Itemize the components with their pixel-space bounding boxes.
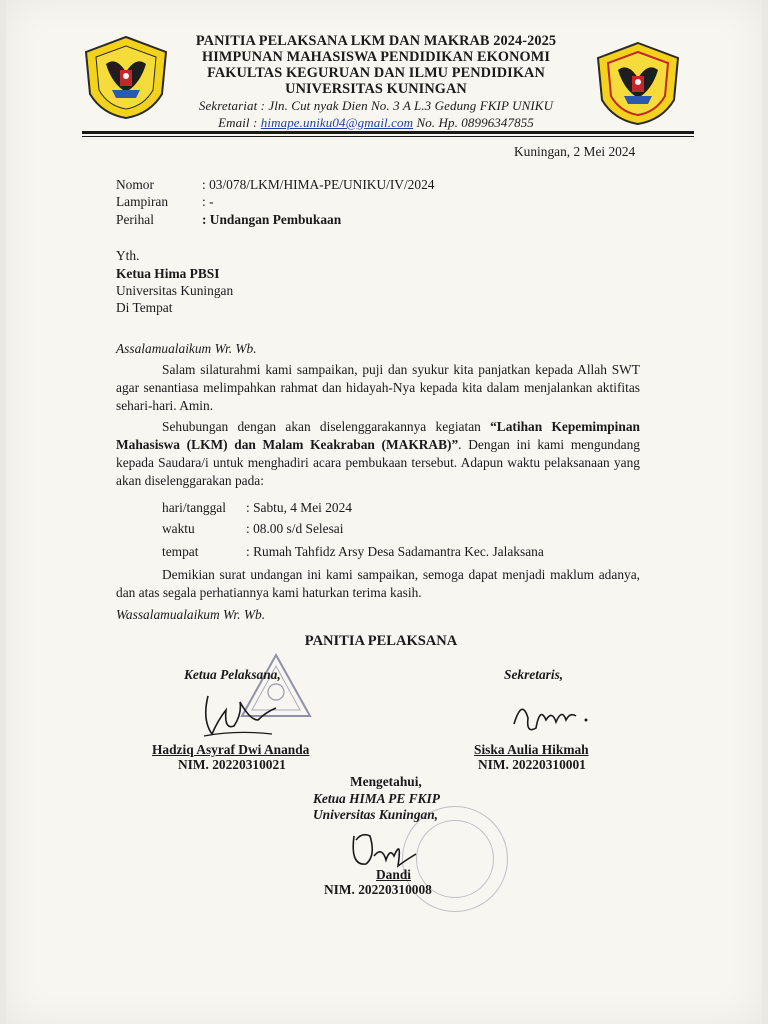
right-signature (506, 694, 596, 745)
right-signer-nim: NIM. 20220310001 (478, 757, 586, 772)
paragraph-3: Demikian surat undangan ini kami sampaikan, semoga dapat menjadi maklum adanya, dan atas segala perhatiannya kami haturkan terima kasih. (116, 567, 640, 600)
letterhead-line1: PANITIA PELAKSANA LKM DAN MAKRAB 2024-2025 (195, 33, 557, 49)
acknowledge-nim: NIM. 20220310008 (324, 882, 432, 897)
lampiran-label: Lampiran (116, 194, 169, 209)
recipient-org: Universitas Kuningan (116, 283, 234, 298)
recipient-salutation: Yth. (116, 248, 140, 263)
paragraph-2-intro: Sehubungan dengan akan diselenggarakannya kegiatan (162, 419, 491, 434)
event-time-value: : 08.00 s/d Selesai (246, 521, 344, 536)
letterhead-contact (156, 114, 596, 131)
left-signer-role: Ketua Pelaksana, (184, 667, 281, 682)
letterhead (156, 33, 596, 131)
closing: Wassalamualaikum Wr. Wb. (116, 607, 266, 622)
phone-number: No. Hp. 08996347855 (416, 115, 534, 130)
left-signature (196, 690, 286, 747)
event-time-label: waktu (162, 521, 195, 536)
letter-date: Kuningan, 2 Mei 2024 (514, 144, 636, 159)
email-link[interactable]: himape.uniku04@gmail.com (260, 115, 414, 130)
event-place-label: tempat (162, 544, 199, 559)
paragraph-2-rest: . Dengan ini kami mengundang kepada Saudara/i untuk menghadiri acara pembukaan tersebut. Adapun waktu pelaksanaan yang akan diselenggarakan pada: (116, 437, 640, 488)
recipient-place: Di Tempat (116, 300, 173, 315)
acknowledge-name: Dandi (376, 867, 411, 882)
letterhead-address: Sekretariat : Jln. Cut nyak Dien No. 3 A L.3 Gedung FKIP UNIKU (198, 98, 554, 113)
email-label: Email : (218, 115, 258, 130)
perihal-value: : Undangan Pembukaan (202, 212, 342, 227)
university-logo-right (592, 40, 684, 126)
greeting: Assalamualaikum Wr. Wb. (116, 341, 257, 356)
right-signer-role: Sekretaris, (504, 667, 564, 682)
event-place-value: : Rumah Tahfidz Arsy Desa Sadamantra Kec. Jalaksana (246, 544, 544, 559)
event-day-value: : Sabtu, 4 Mei 2024 (246, 500, 353, 515)
paragraph-2 (116, 418, 640, 490)
letterhead-line3: FAKULTAS KEGURUAN DAN ILMU PENDIDIKAN (207, 65, 545, 81)
recipient-name: Ketua Hima PBSI (116, 266, 220, 281)
header-rule-thin (82, 136, 694, 137)
acknowledge-role-line2: Universitas Kuningan, (313, 807, 439, 822)
committee-title: PANITIA PELAKSANA (304, 633, 458, 649)
nomor-label: Nomor (116, 177, 154, 192)
lampiran-value: : - (202, 194, 214, 209)
letterhead-line4: UNIVERSITAS KUNINGAN (285, 81, 467, 97)
letterhead-line2: HIMPUNAN MAHASISWA PENDIDIKAN EKONOMI (201, 49, 551, 65)
right-signer-name: Siska Aulia Hikmah (474, 742, 589, 757)
perihal-label: Perihal (116, 212, 154, 227)
paragraph-1: Salam silaturahmi kami sampaikan, puji dan syukur kita panjatkan kepada Allah SWT agar senantiasa melimpahkan rahmat dan hidayah-Nya kepada kita dalam menjalankan aktifitas sehari-hari. Amin. (116, 362, 640, 413)
event-day-label: hari/tanggal (162, 500, 226, 515)
header-rule-thick (82, 131, 694, 134)
acknowledge-label: Mengetahui, (350, 774, 422, 789)
event-title: “Latihan Kepemimpinan Mahasiswa (LKM) dan Malam Keakraban (MAKRAB)” (116, 419, 640, 452)
left-signer-nim: NIM. 20220310021 (178, 757, 286, 772)
letter-page (6, 0, 762, 1024)
nomor-value: : 03/078/LKM/HIMA-PE/UNIKU/IV/2024 (202, 177, 435, 192)
left-signer-name: Hadziq Asyraf Dwi Ananda (152, 742, 310, 757)
acknowledge-role-line1: Ketua HIMA PE FKIP (313, 791, 440, 806)
